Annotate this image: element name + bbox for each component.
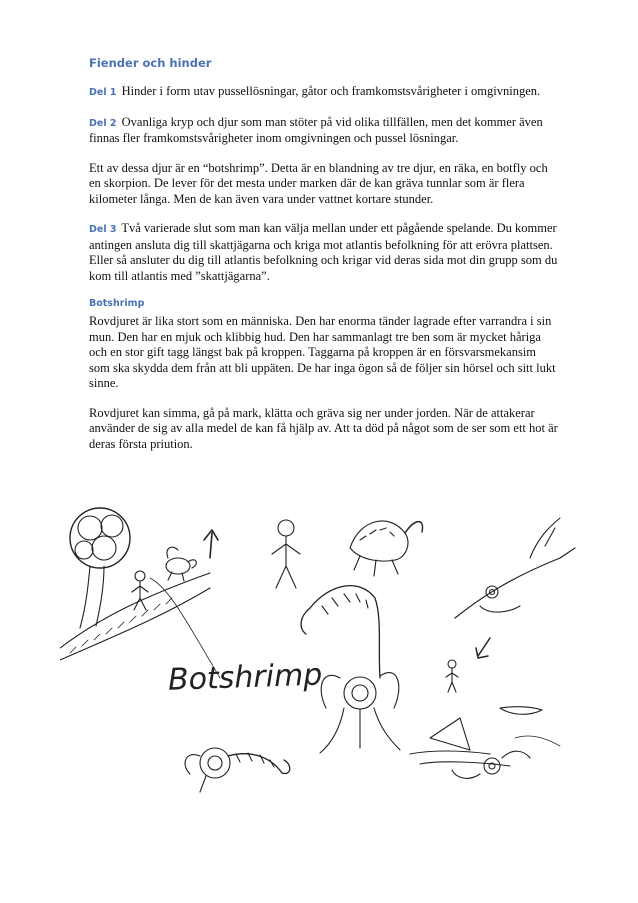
stick-figure-center [272, 520, 300, 588]
arrow-up-sketch [204, 530, 218, 558]
sketch-label: Botshrimp [167, 657, 323, 698]
section-del-1 [89, 84, 559, 101]
page-title: Fiender och hinder [89, 56, 212, 70]
document-body [89, 56, 559, 466]
botshrimp-paragraph-1: Rovdjuret är lika stort som en människa. Den har enorma tänder lagrade efter varrandra i sin mun. Den har en mjuk och klibbig hud. Den har sammanlagt tre ben som är mycket håriga och en stor gift tagg längst bak på kroppen. Taggarna på kroppen är en försvarsmekansim som ska skydda dem från att bli uppäten. De har inga ögon så de följer sin hörsel och sitt lukt sinne. [89, 314, 556, 390]
section-label: Del 1 [89, 87, 117, 98]
creature-top [350, 521, 423, 576]
section-label: Del 2 [89, 117, 117, 129]
botshrimp-heading: Botshrimp [89, 298, 145, 309]
section-label: Del 3 [89, 224, 117, 235]
section-text: Två varierade slut som man kan välja mellan under ett pågående spelande. Du kommer antingen ansluta dig till skattjägarna och kriga mot atlantis befolkning för att erövra plattsen. Eller så ansluter du dig till atlantis befolkning och krigar vid deras sida mot din grupp som du kom till atlantis med ”skattjägarna”. [89, 221, 558, 283]
creature-on-hill [166, 547, 196, 581]
section-del-3 [89, 221, 559, 284]
stick-figure-left [132, 571, 148, 610]
section-text: Ovanliga kryp och djur som man stöter på vid olika tillfällen, men det kommer även finnas fler framkomstsvårigheter inom omgivningen och pussel lösningar. [89, 114, 543, 145]
creature-bottom-left [185, 748, 290, 792]
section-text: Hinder i form utav pussellösningar, gåtor och framkomstsvårigheter i omgivningen. [121, 84, 541, 98]
section-botshrimp-intro [89, 161, 559, 208]
section-del-2 [89, 115, 559, 147]
right-scene-sketch [410, 518, 575, 778]
botshrimp-paragraph-2: Rovdjuret kan simma, gå på mark, klätta och gräva sig ner under jorden. När de attakerar använder de sig av alla medel de kan få hjälp av. Att ta död på något som de ser som ett hot är deras första priution. [89, 405, 558, 451]
section-text: Ett av dessa djur är en “botshrimp”. Detta är en blandning av tre djur, en räka, en botfly och en skorpion. De lever för det mesta under marken där de kan gräva tunnlar som är flera kilometer långa. Men de kan även vara under vattnet kortare stunder. [89, 160, 548, 206]
sketch-illustration [60, 488, 580, 818]
